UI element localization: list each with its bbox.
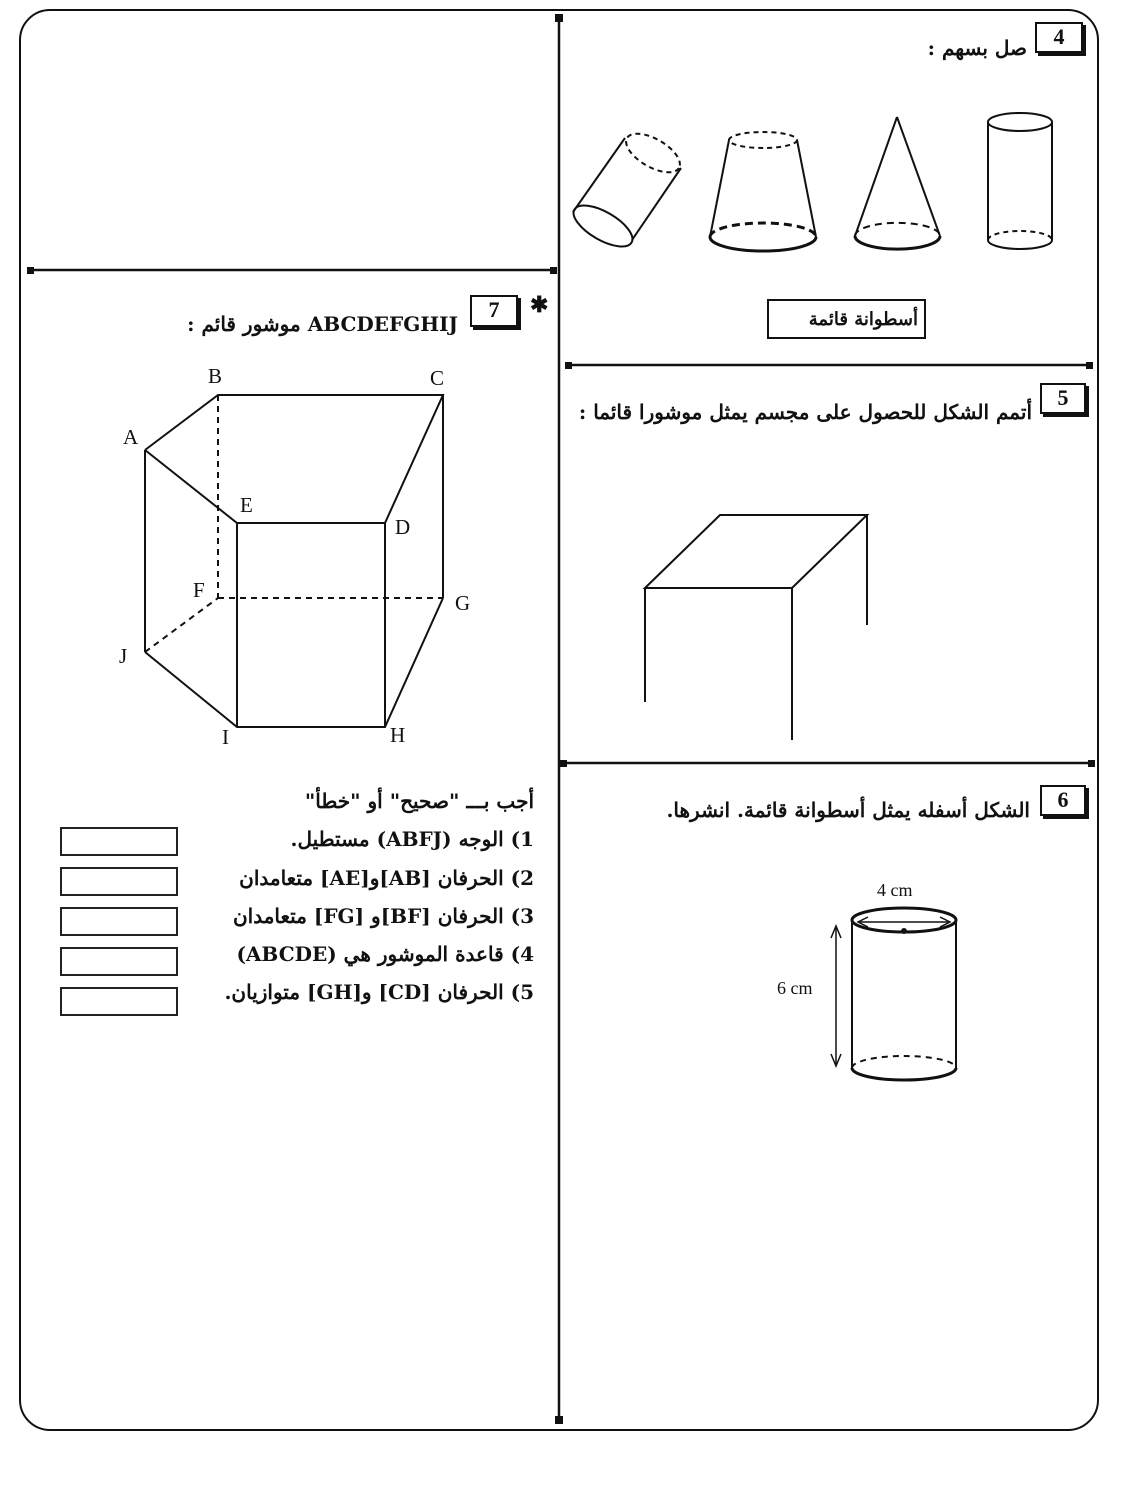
diameter-label: 4 cm (877, 880, 913, 900)
true-false-prompt: أجب بـــ "صحيح" أو "خطأ" (304, 789, 534, 813)
statement-1: 1) الوجه (ABFJ) مستطيل. (290, 827, 534, 851)
vertex-g: G (455, 591, 471, 615)
statement-3: 3) الحرفان [BF]و [FG] متعامدان (232, 904, 534, 928)
vertex-f: F (193, 578, 205, 602)
frustum (710, 132, 816, 251)
exercise-4-instruction: صل بسهم : (927, 36, 1027, 60)
exercise-6-instruction: الشكل أسفله يمثل أسطوانة قائمة. انشرها. (666, 798, 1030, 822)
exercise-4-number: 4 (1035, 22, 1083, 53)
vertex-i: I (222, 725, 229, 749)
answer-box-3[interactable] (60, 907, 178, 936)
vertex-b: B (208, 364, 223, 388)
exercise-6-number: 6 (1040, 785, 1086, 816)
cylinder-to-unfold (831, 908, 956, 1080)
statement-4: 4) قاعدة الموشور هي (ABCDE) (236, 942, 534, 966)
vertex-d: D (395, 515, 411, 539)
partial-prism (645, 515, 867, 740)
answer-box-2[interactable] (60, 867, 178, 896)
vertex-c: C (430, 366, 445, 390)
statement-5: 5) الحرفان [CD] و[GH] متوازيان. (224, 980, 534, 1004)
exercise-5-instruction: أتمم الشكل للحصول على مجسم يمثل موشورا قائما : (578, 400, 1032, 424)
vertex-a: A (123, 425, 139, 449)
vertex-j: J (119, 644, 128, 668)
star-marker: ✱ (530, 292, 549, 318)
tilted-cylinder (567, 126, 686, 255)
exercise-7-number: 7 (470, 295, 518, 327)
answer-box-1[interactable] (60, 827, 178, 856)
exercise-5-number: 5 (1040, 383, 1086, 414)
cone (855, 117, 940, 249)
answer-box-4[interactable] (60, 947, 178, 976)
answer-box-5[interactable] (60, 987, 178, 1016)
dividers (27, 14, 1095, 1424)
vertex-h: H (390, 723, 406, 747)
height-label: 6 cm (777, 978, 813, 998)
statement-2: 2) الحرفان [AB]و[AE] متعامدان (239, 866, 534, 890)
prism-abcdefghij (145, 395, 443, 727)
cylinder-label: أسطوانة قائمة (808, 309, 918, 330)
vertex-e: E (240, 493, 253, 517)
exercise-7-instruction: ABCDEFGHIJ موشور قائم : (187, 312, 458, 336)
cylinder (988, 113, 1052, 249)
